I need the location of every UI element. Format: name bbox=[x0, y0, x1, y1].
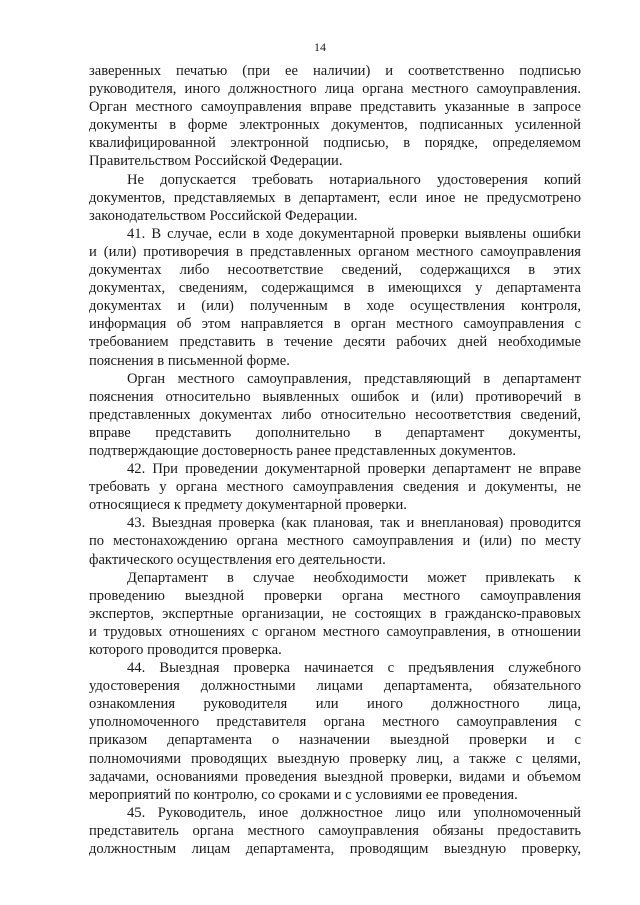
text-line: квалифицированной электронной подписью, в порядке, определяемом bbox=[89, 135, 581, 152]
text-line: Не допускается требовать нотариального удостоверения копий bbox=[127, 171, 581, 188]
text-line: должностным лицам департамента, проводящим выездную проверку, bbox=[89, 841, 581, 858]
text-line: пояснения в письменной форме. bbox=[89, 352, 290, 369]
text-line: приказом департамента о назначении выездной проверки и с bbox=[89, 732, 581, 749]
document-body bbox=[89, 62, 581, 858]
page-number: 14 bbox=[314, 40, 326, 54]
text-line: законодательством Российской Федерации. bbox=[89, 207, 358, 224]
text-line: документах либо несоответствие сведений, содержащихся в этих bbox=[89, 262, 581, 279]
text-line: 44. Выездная проверка начинается с предъявления служебного bbox=[127, 660, 581, 677]
text-line: проведению выездной проверки органа местного самоуправления bbox=[89, 587, 581, 604]
text-line: вправе представить дополнительно в департамент документы, bbox=[89, 424, 581, 441]
text-line: по местонахождению органа местного самоуправления и (или) по месту bbox=[89, 533, 581, 550]
text-line: относящиеся к предмету документарной проверки. bbox=[89, 497, 407, 514]
text-line: документы в форме электронных документов, подписанных усиленной bbox=[89, 117, 581, 134]
text-line: 41. В случае, если в ходе документарной проверки выявлены ошибки bbox=[127, 225, 581, 242]
text-line: представитель органа местного самоуправления обязаны предоставить bbox=[89, 822, 581, 839]
text-line: пояснения относительно выявленных ошибок и (или) противоречий в bbox=[89, 388, 581, 405]
text-line: 42. При проведении документарной проверки департамент не вправе bbox=[127, 461, 581, 478]
text-line: которого проводится проверка. bbox=[89, 642, 282, 658]
text-line: полномочиями проводящих выездную проверку лиц, а также с целями, bbox=[89, 750, 581, 767]
text-line: документов, представляемых в департамент, если иное не предусмотрено bbox=[89, 189, 581, 206]
text-line: Департамент в случае необходимости может привлекать к bbox=[127, 569, 581, 586]
text-line: Правительством Российской Федерации. bbox=[89, 153, 343, 170]
text-line: документах и (или) полученным в ходе осуществления контроля, bbox=[89, 298, 581, 315]
text-line: и (или) противоречия в представленных органом местного самоуправления bbox=[89, 243, 581, 260]
text-line: экспертов, экспертные организации, не состоящих в гражданско-правовых bbox=[89, 605, 581, 622]
text-line: Орган местного самоуправления, представляющий в департамент bbox=[127, 370, 581, 387]
text-line: документах, сведениям, содержащимся в имеющихся у департамента bbox=[89, 280, 581, 297]
text-line: удостоверения должностными лицами департамента, обязательного bbox=[89, 678, 581, 695]
text-line: требовать у органа местного самоуправления сведения и документы, не bbox=[89, 479, 581, 496]
text-line: представленных документах либо относительно несоответствия сведений, bbox=[89, 406, 581, 423]
text-line: Орган местного самоуправления вправе представить указанные в запросе bbox=[89, 99, 581, 116]
text-line: мероприятий по контролю, со сроками и с условиями ее проведения. bbox=[89, 786, 518, 803]
text-line: и трудовых отношениях с органом местного самоуправления, в отношении bbox=[89, 623, 581, 640]
text-line: фактического осуществления его деятельности. bbox=[89, 551, 386, 568]
text-line: 43. Выездная проверка (как плановая, так и внеплановая) проводится bbox=[127, 515, 581, 532]
text-line: требованием представить в течение десяти рабочих дней необходимые bbox=[89, 334, 581, 351]
text-line: подтверждающие достоверность ранее представленных документов. bbox=[89, 442, 516, 459]
text-line: задачами, основаниями проведения выездной проверки, видами и объемом bbox=[89, 768, 581, 785]
text-line: уполномоченного представителя органа местного самоуправления с bbox=[89, 714, 581, 731]
text-line: информация об этом направляется в орган местного самоуправления с bbox=[89, 316, 581, 333]
text-line: ознакомления руководителя или иного должностного лица, bbox=[89, 696, 581, 713]
text-line: 45. Руководитель, иное должностное лицо или уполномоченный bbox=[127, 804, 581, 821]
text-line: руководителя, иного должностного лица органа местного самоуправления. bbox=[89, 81, 581, 98]
text-line: заверенных печатью (при ее наличии) и соответственно подписью bbox=[89, 63, 581, 79]
